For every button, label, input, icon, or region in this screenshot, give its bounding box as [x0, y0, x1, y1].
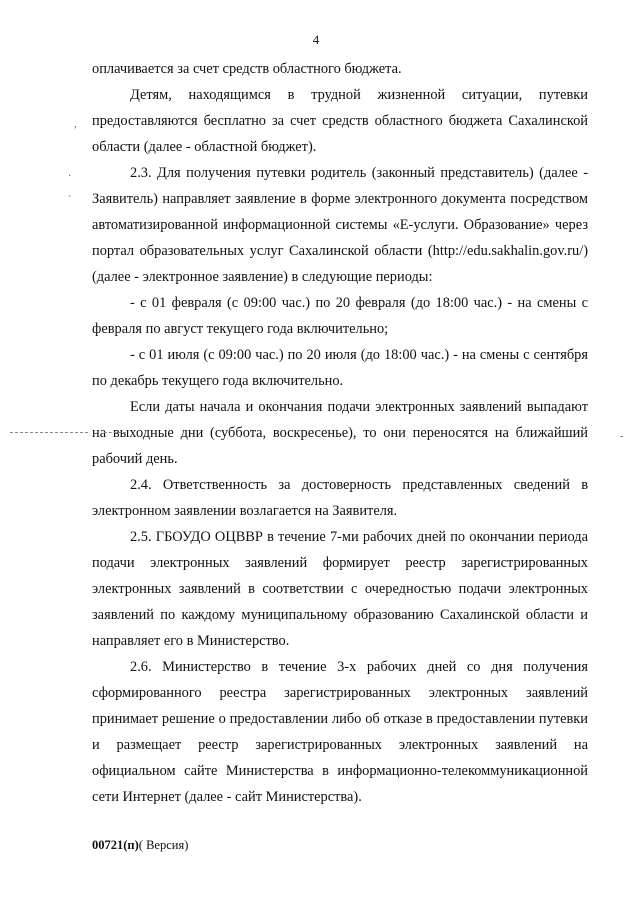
scan-artifact-mark: ,	[74, 119, 77, 130]
paragraph-3: 2.3. Для получения путевки родитель (законный представитель) (далее - Заявитель) направляет заявление в форме электронного документа посредством автоматизированной информационной системы «Е-услуги. Образование» через портал образовательных услуг Сахалинской области (http://edu.sakhalin.gov.ru/) (далее - электронное заявление) в следующие периоды:	[92, 165, 588, 285]
page-number: 4	[312, 32, 320, 47]
paragraph-7: 2.4. Ответственность за достоверность представленных сведений в электронном заявлении возлагается на Заявителя.	[92, 477, 588, 519]
footer-label: ( Версия)	[138, 838, 189, 852]
scan-artifact-mark: `	[68, 195, 72, 206]
paragraph-6: Если даты начала и окончания подачи электронных заявлений выпадают на выходные дни (суббота, воскресенье), то они переносятся на ближайший рабочий день.	[92, 399, 588, 467]
scan-artifact-dashes	[104, 432, 126, 433]
document-body	[92, 56, 588, 810]
paragraph-2: Детям, находящимся в трудной жизненной ситуации, путевки предоставляются бесплатно за счет средств областного бюджета Сахалинской области (далее - областной бюджет).	[92, 87, 588, 155]
paragraph-4: - с 01 февраля (с 09:00 час.) по 20 февраля (до 18:00 час.) - на смены с февраля по август текущего года включительно;	[92, 295, 588, 337]
scan-artifact-mark: -	[620, 431, 624, 442]
paragraph-1: оплачивается за счет средств областного бюджета.	[92, 61, 402, 77]
paragraph-8: 2.5. ГБОУДО ОЦВВР в течение 7-ми рабочих дней по окончании периода подачи электронных заявлений формирует реестр зарегистрированных электронных заявлений в соответствии с очередностью подачи электронных заявлений по каждому муниципальному образованию Сахалинской области и направляет его в Министерство.	[92, 529, 588, 649]
document-footer	[92, 838, 188, 853]
paragraph-9: 2.6. Министерство в течение 3-х рабочих дней со дня получения сформированного реестра зарегистрированных электронных заявлений принимает решение о предоставлении либо об отказе в предоставлении путевки и размещает реестр зарегистрированных электронных заявлений на официальном сайте Министерства в информационно-телекоммуникационной сети Интернет (далее - сайт Министерства).	[92, 659, 588, 805]
scan-artifact-mark: ·	[68, 171, 72, 182]
paragraph-5: - с 01 июля (с 09:00 час.) по 20 июля (до 18:00 час.) - на смены с сентября по декабрь текущего года включительно.	[92, 347, 588, 389]
footer-code: 00721(п)	[92, 838, 139, 852]
scan-artifact-dashes	[10, 432, 88, 433]
